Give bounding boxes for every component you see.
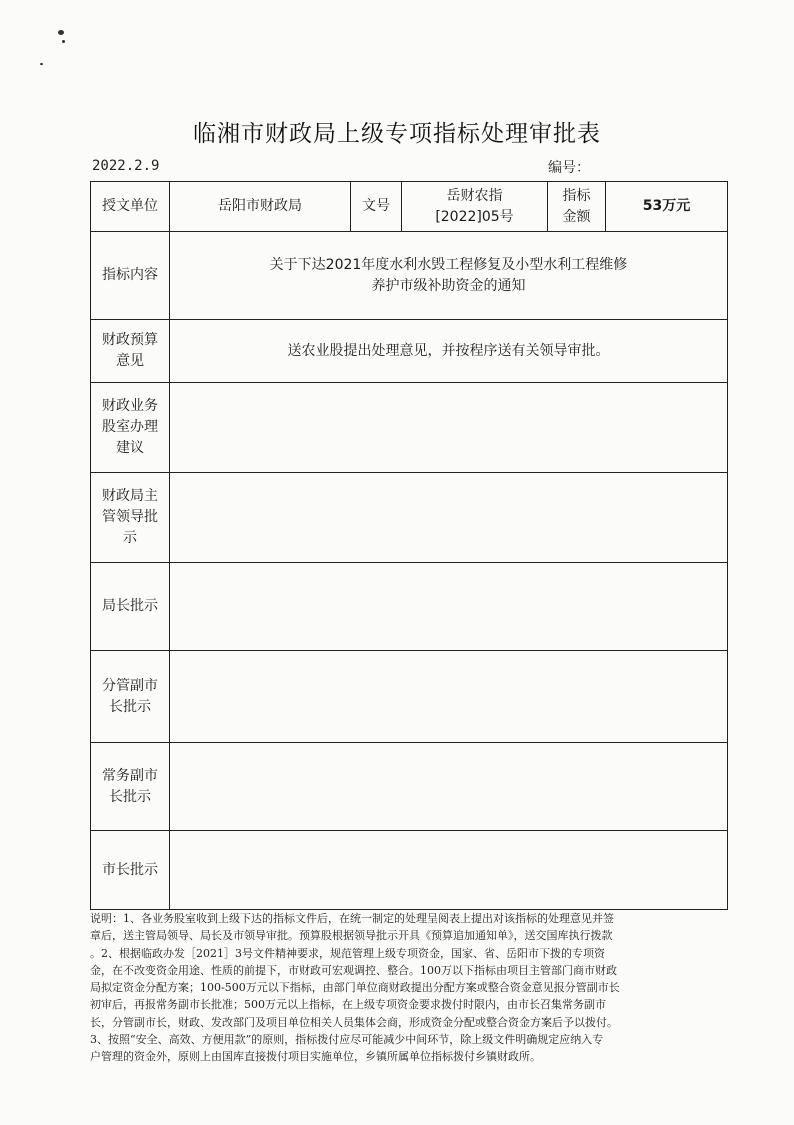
exec-vice-mayor-value[interactable] (170, 743, 728, 831)
content-line1: 关于下达2021年度水利水毁工程修复及小型水利工程维修 (269, 256, 628, 273)
budget-label-line1: 财政预算 (102, 332, 158, 348)
leader-label-line3: 示 (123, 530, 137, 546)
doc-no-value-line2: [2022]05号 (435, 208, 514, 225)
amount-value: 53万元 (606, 182, 728, 232)
exec-vice-mayor-label (91, 743, 170, 831)
row-receiver (91, 182, 728, 232)
receiver-label: 授文单位 (91, 182, 170, 232)
row-mayor (91, 831, 728, 910)
notes-section (90, 910, 730, 1066)
doc-no-label: 文号 (351, 182, 402, 232)
office-label (91, 383, 170, 473)
row-vice-mayor (91, 651, 728, 743)
notes-line: 。2、根据临政办发［2021］3号文件精神要求，规范管理上级专项资金，国家、省、岳阳市下拨的专项资 (90, 946, 605, 960)
doc-no-value-line1: 岳财农指 (446, 187, 503, 204)
row-office (91, 383, 728, 473)
budget-label-line2: 意见 (116, 353, 144, 369)
office-label-line1: 财政业务 (102, 398, 158, 414)
document-number-label: 编号： (548, 160, 590, 176)
mayor-value[interactable] (170, 831, 728, 910)
office-value[interactable] (170, 383, 728, 473)
content-line2: 养护市级补助资金的通知 (371, 277, 526, 294)
approval-table (90, 181, 728, 910)
scan-speck (62, 40, 65, 43)
leader-value[interactable] (170, 473, 728, 563)
vice-mayor-label-line2: 长批示 (109, 698, 151, 715)
office-label-line3: 建议 (116, 440, 144, 456)
amount-label-line1: 指标 (562, 187, 591, 204)
row-leader (91, 473, 728, 563)
office-label-line2: 股室办理 (102, 419, 158, 435)
row-budget (91, 320, 728, 383)
row-director (91, 563, 728, 651)
mayor-label: 市长批示 (91, 831, 170, 910)
scan-speck (58, 30, 64, 35)
amount-label (548, 182, 606, 232)
content-value (170, 232, 728, 320)
document-title: 临湘市财政局上级专项指标处理审批表 (193, 121, 601, 147)
leader-label-line2: 管领导批 (102, 509, 158, 525)
receiver-value: 岳阳市财政局 (170, 182, 351, 232)
doc-no-value (402, 182, 548, 232)
notes-line: 局拟定资金分配方案；100-500万元以下指标，由部门单位商财政提出分配方案或整合资金意见报分管副市长 (90, 981, 620, 995)
exec-vice-mayor-label-line2: 长批示 (109, 788, 151, 805)
vice-mayor-value[interactable] (170, 651, 728, 743)
notes-line: 户管理的资金外，原则上由国库直接拨付项目实施单位，乡镇所属单位指标拨付乡镇财政所。 (90, 1050, 541, 1064)
notes-line: 章后，送主管局领导、局长及市领导审批。预算股根据领导批示开具《预算追加通知单》，送交国库执行拨款 (90, 929, 613, 943)
director-label: 局长批示 (91, 563, 170, 651)
notes-line: 长，分管副市长，财政、发改部门及项目单位相关人员集体会商，形成资金分配或整合资金方案后予以拨付。 (90, 1015, 618, 1029)
vice-mayor-label-line1: 分管副市 (102, 677, 158, 694)
notes-line: 金，在不改变资金用途、性质的前提下，市财政可宏观调控、整合。100万以下指标由项目主管部门商市财政 (90, 963, 617, 977)
budget-label (91, 320, 170, 383)
director-value[interactable] (170, 563, 728, 651)
row-exec-vice-mayor (91, 743, 728, 831)
content-label: 指标内容 (91, 232, 170, 320)
leader-label (91, 473, 170, 563)
exec-vice-mayor-label-line1: 常务副市 (102, 767, 158, 784)
scan-speck (40, 63, 43, 65)
notes-line: 初审后，再报常务副市长批准；500万元以上指标，在上级专项资金要求拨付时限内，由市长召集常务副市 (90, 998, 606, 1012)
document-date: 2022.2.9 (92, 158, 160, 174)
notes-line: 3、按照“安全、高效、方便用款”的原则，指标拨付应尽可能减少中间环节，除上级文件明确规定应纳入专 (90, 1033, 604, 1047)
amount-label-line2: 金额 (562, 208, 591, 225)
leader-label-line1: 财政局主 (102, 488, 158, 504)
notes-line: 说明：1、各业务股室收到上级下达的指标文件后，在统一制定的处理呈阅表上提出对该指标的处理意见并签 (90, 912, 614, 925)
row-content (91, 232, 728, 320)
vice-mayor-label (91, 651, 170, 743)
budget-opinion: 送农业股提出处理意见，并按程序送有关领导审批。 (170, 320, 728, 383)
